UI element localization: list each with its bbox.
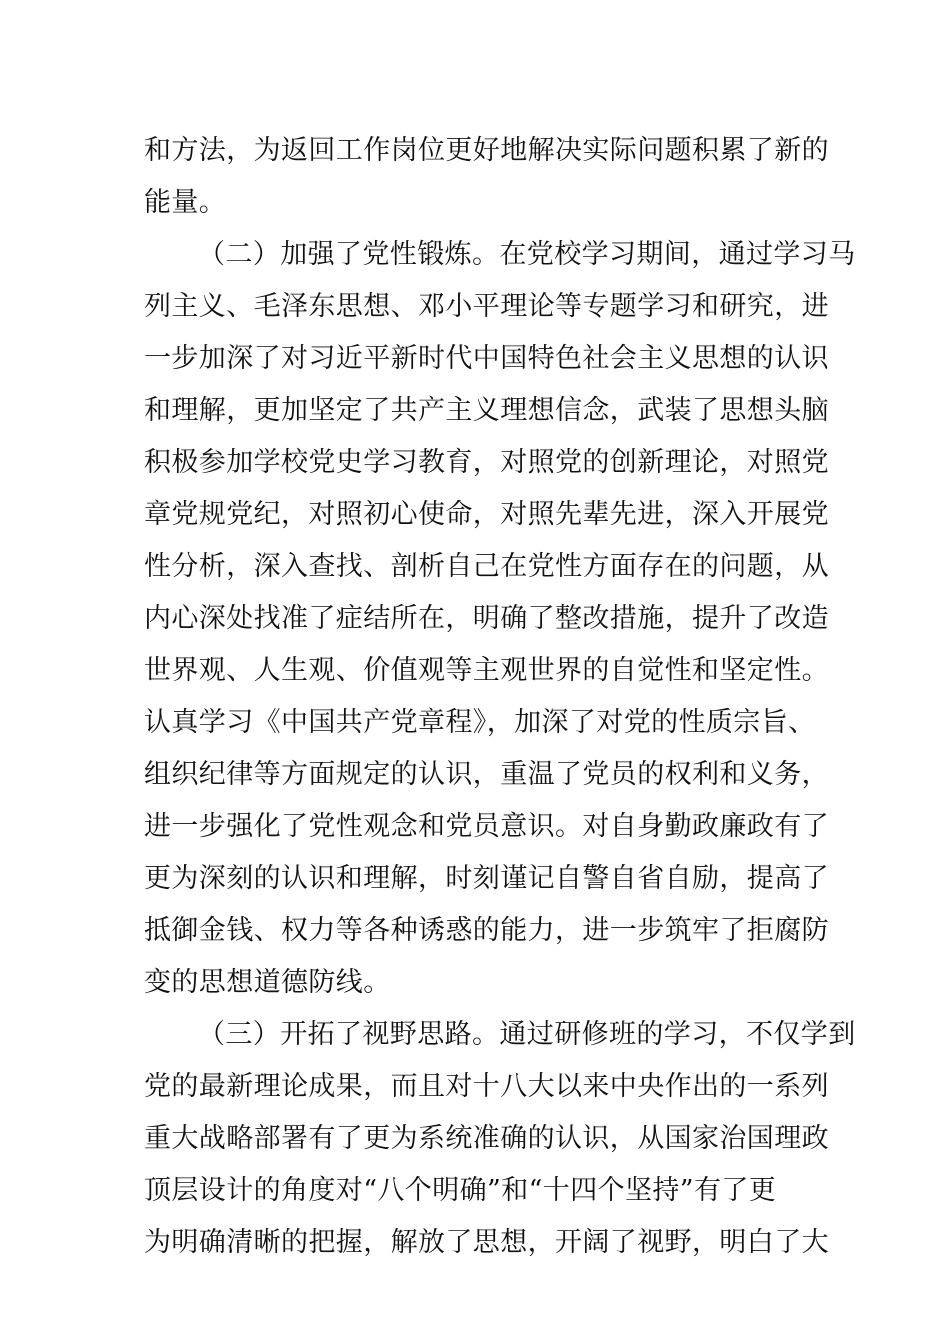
text-line: 章党规党纪，对照初心使命，对照先辈先进，深入开展党 (144, 499, 829, 530)
text-line: 顶层设计的角度对“八个明确”和“十四个坚持”有了更 (144, 1175, 777, 1206)
text-line: 和理解，更加坚定了共产主义理想信念，武装了思想头脑 (144, 395, 829, 426)
text-line: 重大战略部署有了更为系统准确的认识，从国家治国理政 (144, 1123, 829, 1154)
paragraph-heading-line: （三）开拓了视野思路。通过研修班的学习，不仅学到 (198, 1019, 856, 1050)
text-line: 内心深处找准了症结所在，明确了整改措施，提升了改造 (144, 603, 829, 634)
text-line: 和方法，为返回工作岗位更好地解决实际问题积累了新的 (144, 135, 829, 166)
text-line: 变的思想道德防线。 (144, 967, 391, 998)
text-line: 为明确清晰的把握，解放了思想，开阔了视野，明白了大 (144, 1227, 829, 1258)
text-line: 积极参加学校党史学习教育，对照党的创新理论，对照党 (144, 447, 829, 478)
text-line: 性分析，深入查找、剖析自己在党性方面存在的问题，从 (144, 551, 829, 582)
text-line: 党的最新理论成果，而且对十八大以来中央作出的一系列 (144, 1071, 829, 1102)
paragraph-heading-line: （二）加强了党性锻炼。在党校学习期间，通过学习马 (198, 239, 856, 270)
text-line: 列主义、毛泽东思想、邓小平理论等专题学习和研究，进 (144, 291, 829, 322)
text-line: 一步加深了对习近平新时代中国特色社会主义思想的认识 (144, 343, 829, 374)
text-line: 能量。 (144, 187, 227, 218)
text-line: 更为深刻的认识和理解，时刻谨记自警自省自励，提高了 (144, 863, 829, 894)
text-line: 组织纪律等方面规定的认识，重温了党员的权利和义务， (144, 759, 829, 790)
text-line: 进一步强化了党性观念和党员意识。对自身勤政廉政有了 (144, 811, 829, 842)
text-line: 认真学习《中国共产党章程》，加深了对党的性质宗旨、 (144, 707, 816, 738)
text-line: 世界观、人生观、价值观等主观世界的自觉性和坚定性。 (144, 655, 829, 686)
text-line: 抵御金钱、权力等各种诱惑的能力，进一步筑牢了拒腐防 (144, 915, 829, 946)
